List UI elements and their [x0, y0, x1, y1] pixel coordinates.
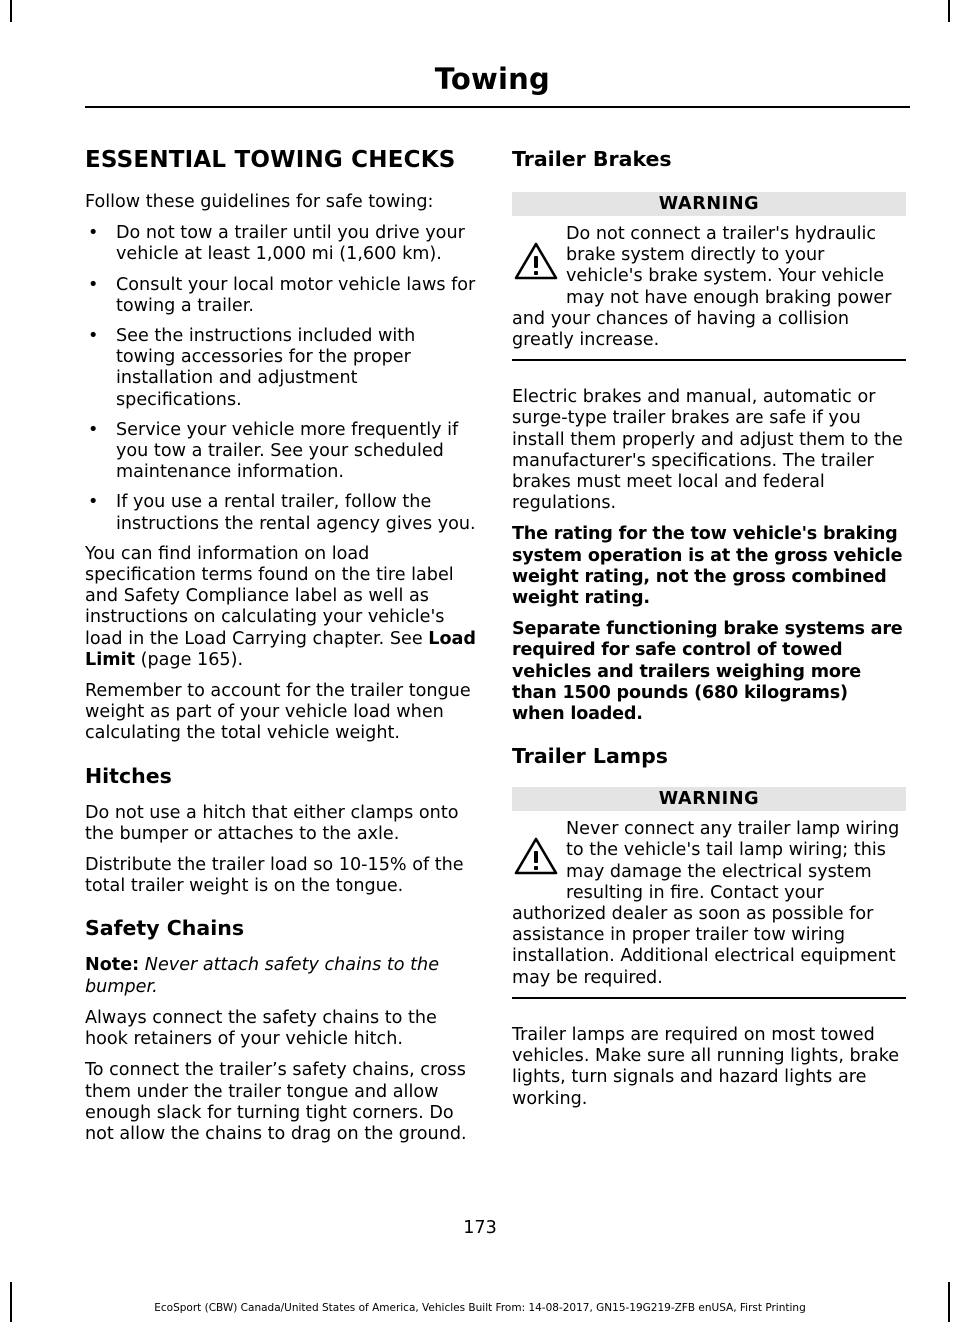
chains-paragraph: To connect the trailer’s safety chains, cross them under the trailer tongue and allow enough slack for turning tight corners. Do not allow the chains to drag on the ground.	[85, 1060, 467, 1144]
list-item	[85, 275, 477, 317]
brakes-bold-paragraph: The rating for the tow vehicle's braking system operation is at the gross vehicle weight rating, not the gross combined weight rating.	[512, 524, 903, 609]
hitches-heading: Hitches	[85, 763, 172, 788]
header-rule	[85, 106, 910, 108]
list-item-text: See the instructions included with towing accessories for the proper installation and adjustment specifications.	[116, 326, 416, 410]
brakes-paragraph: Electric brakes and manual, automatic or surge-type trailer brakes are safe if you install them properly and adjust them to the manufacturer's specifications. The trailer brakes must meet local and federal regulations.	[512, 387, 903, 514]
tongue-paragraph: Remember to account for the trailer tongue weight as part of your vehicle load when calculating the total vehicle weight.	[85, 681, 471, 744]
brakes-bold-paragraph: Separate functioning brake systems are required for safe control of towed vehicles and trailers weighing more than 1500 pounds (680 kilograms) when loaded.	[512, 619, 903, 725]
list-item-text: Do not tow a trailer until you drive your vehicle at least 1,000 mi (1,600 km).	[116, 223, 465, 265]
warning-box	[512, 192, 906, 361]
bullet: •	[88, 274, 99, 295]
bullet: •	[88, 223, 99, 244]
warning-body	[512, 216, 906, 351]
list-item-text: If you use a rental trailer, follow the instructions the rental agency gives you.	[116, 492, 476, 534]
warning-rule	[512, 359, 906, 361]
warning-label: WARNING	[512, 787, 906, 811]
section-heading: ESSENTIAL TOWING CHECKS	[85, 147, 456, 173]
list-item	[85, 420, 477, 484]
list-item-text: Service your vehicle more frequently if you tow a trailer. See your scheduled maintenance information.	[116, 419, 459, 483]
page-reference: (page 165).	[135, 649, 244, 670]
crop-mark	[10, 0, 12, 22]
page-number: 173	[463, 1218, 497, 1238]
warning-rule	[512, 997, 906, 999]
safety-chains-heading: Safety Chains	[85, 916, 245, 941]
bullet: •	[88, 492, 99, 513]
page-title: Towing	[434, 62, 550, 96]
note-text: Never attach safety chains to the bumper.	[85, 955, 440, 997]
warning-body	[512, 811, 906, 989]
intro-text: Follow these guidelines for safe towing:	[85, 192, 434, 212]
hitches-paragraph: Distribute the trailer load so 10-15% of the total trailer weight is on the tongue.	[85, 855, 464, 897]
chains-paragraph: Always connect the safety chains to the hook retainers of your vehicle hitch.	[85, 1007, 437, 1050]
lamps-paragraph: Trailer lamps are required on most towed vehicles. Make sure all running lights, brake lights, turn signals and hazard lights are working.	[512, 1024, 900, 1109]
warning-label: WARNING	[512, 192, 906, 216]
warning-text: Never connect any trailer lamp wiring to the vehicle's tail lamp wiring; this may damage the electrical system resulting in fire. Contact your authorized dealer as soon as possible for assistance in proper trailer tow wiring installation. Additional electrical equipment may be required.	[512, 819, 900, 988]
list-item	[85, 223, 477, 265]
warning-text: Do not connect a trailer's hydraulic brake system directly to your vehicle's brake system. Your vehicle may not have enough braking power and your chances of having a collision greatly increase.	[512, 224, 892, 351]
footer-text: EcoSport (CBW) Canada/United States of America, Vehicles Built From: 14-08-2017, GN15-19G219-ZFB enUSA, First Printing	[154, 1302, 806, 1314]
left-column	[85, 140, 477, 1145]
bullet: •	[88, 326, 99, 347]
list-item	[85, 326, 477, 411]
warning-triangle-icon	[512, 823, 560, 883]
crop-mark	[948, 0, 950, 22]
load-paragraph-text: You can find information on load specification terms found on the tire label and Safety Compliance label as well as instructions on calculating your vehicle's load in the Load Carrying chapter. See	[85, 543, 454, 649]
note-paragraph	[85, 955, 477, 997]
trailer-lamps-heading: Trailer Lamps	[512, 744, 669, 769]
list-item-text: Consult your local motor vehicle laws for towing a trailer.	[116, 274, 476, 316]
guidelines-list	[85, 223, 477, 535]
load-limit-link[interactable]: Load Limit	[85, 628, 476, 670]
load-paragraph	[85, 544, 477, 671]
list-item	[85, 492, 477, 534]
trailer-brakes-heading: Trailer Brakes	[512, 147, 672, 171]
right-column	[512, 140, 906, 1110]
bullet: •	[88, 419, 99, 440]
note-label: Note:	[85, 955, 140, 976]
warning-box	[512, 787, 906, 999]
warning-triangle-icon	[512, 228, 560, 288]
hitches-paragraph: Do not use a hitch that either clamps onto the bumper or attaches to the axle.	[85, 802, 459, 844]
